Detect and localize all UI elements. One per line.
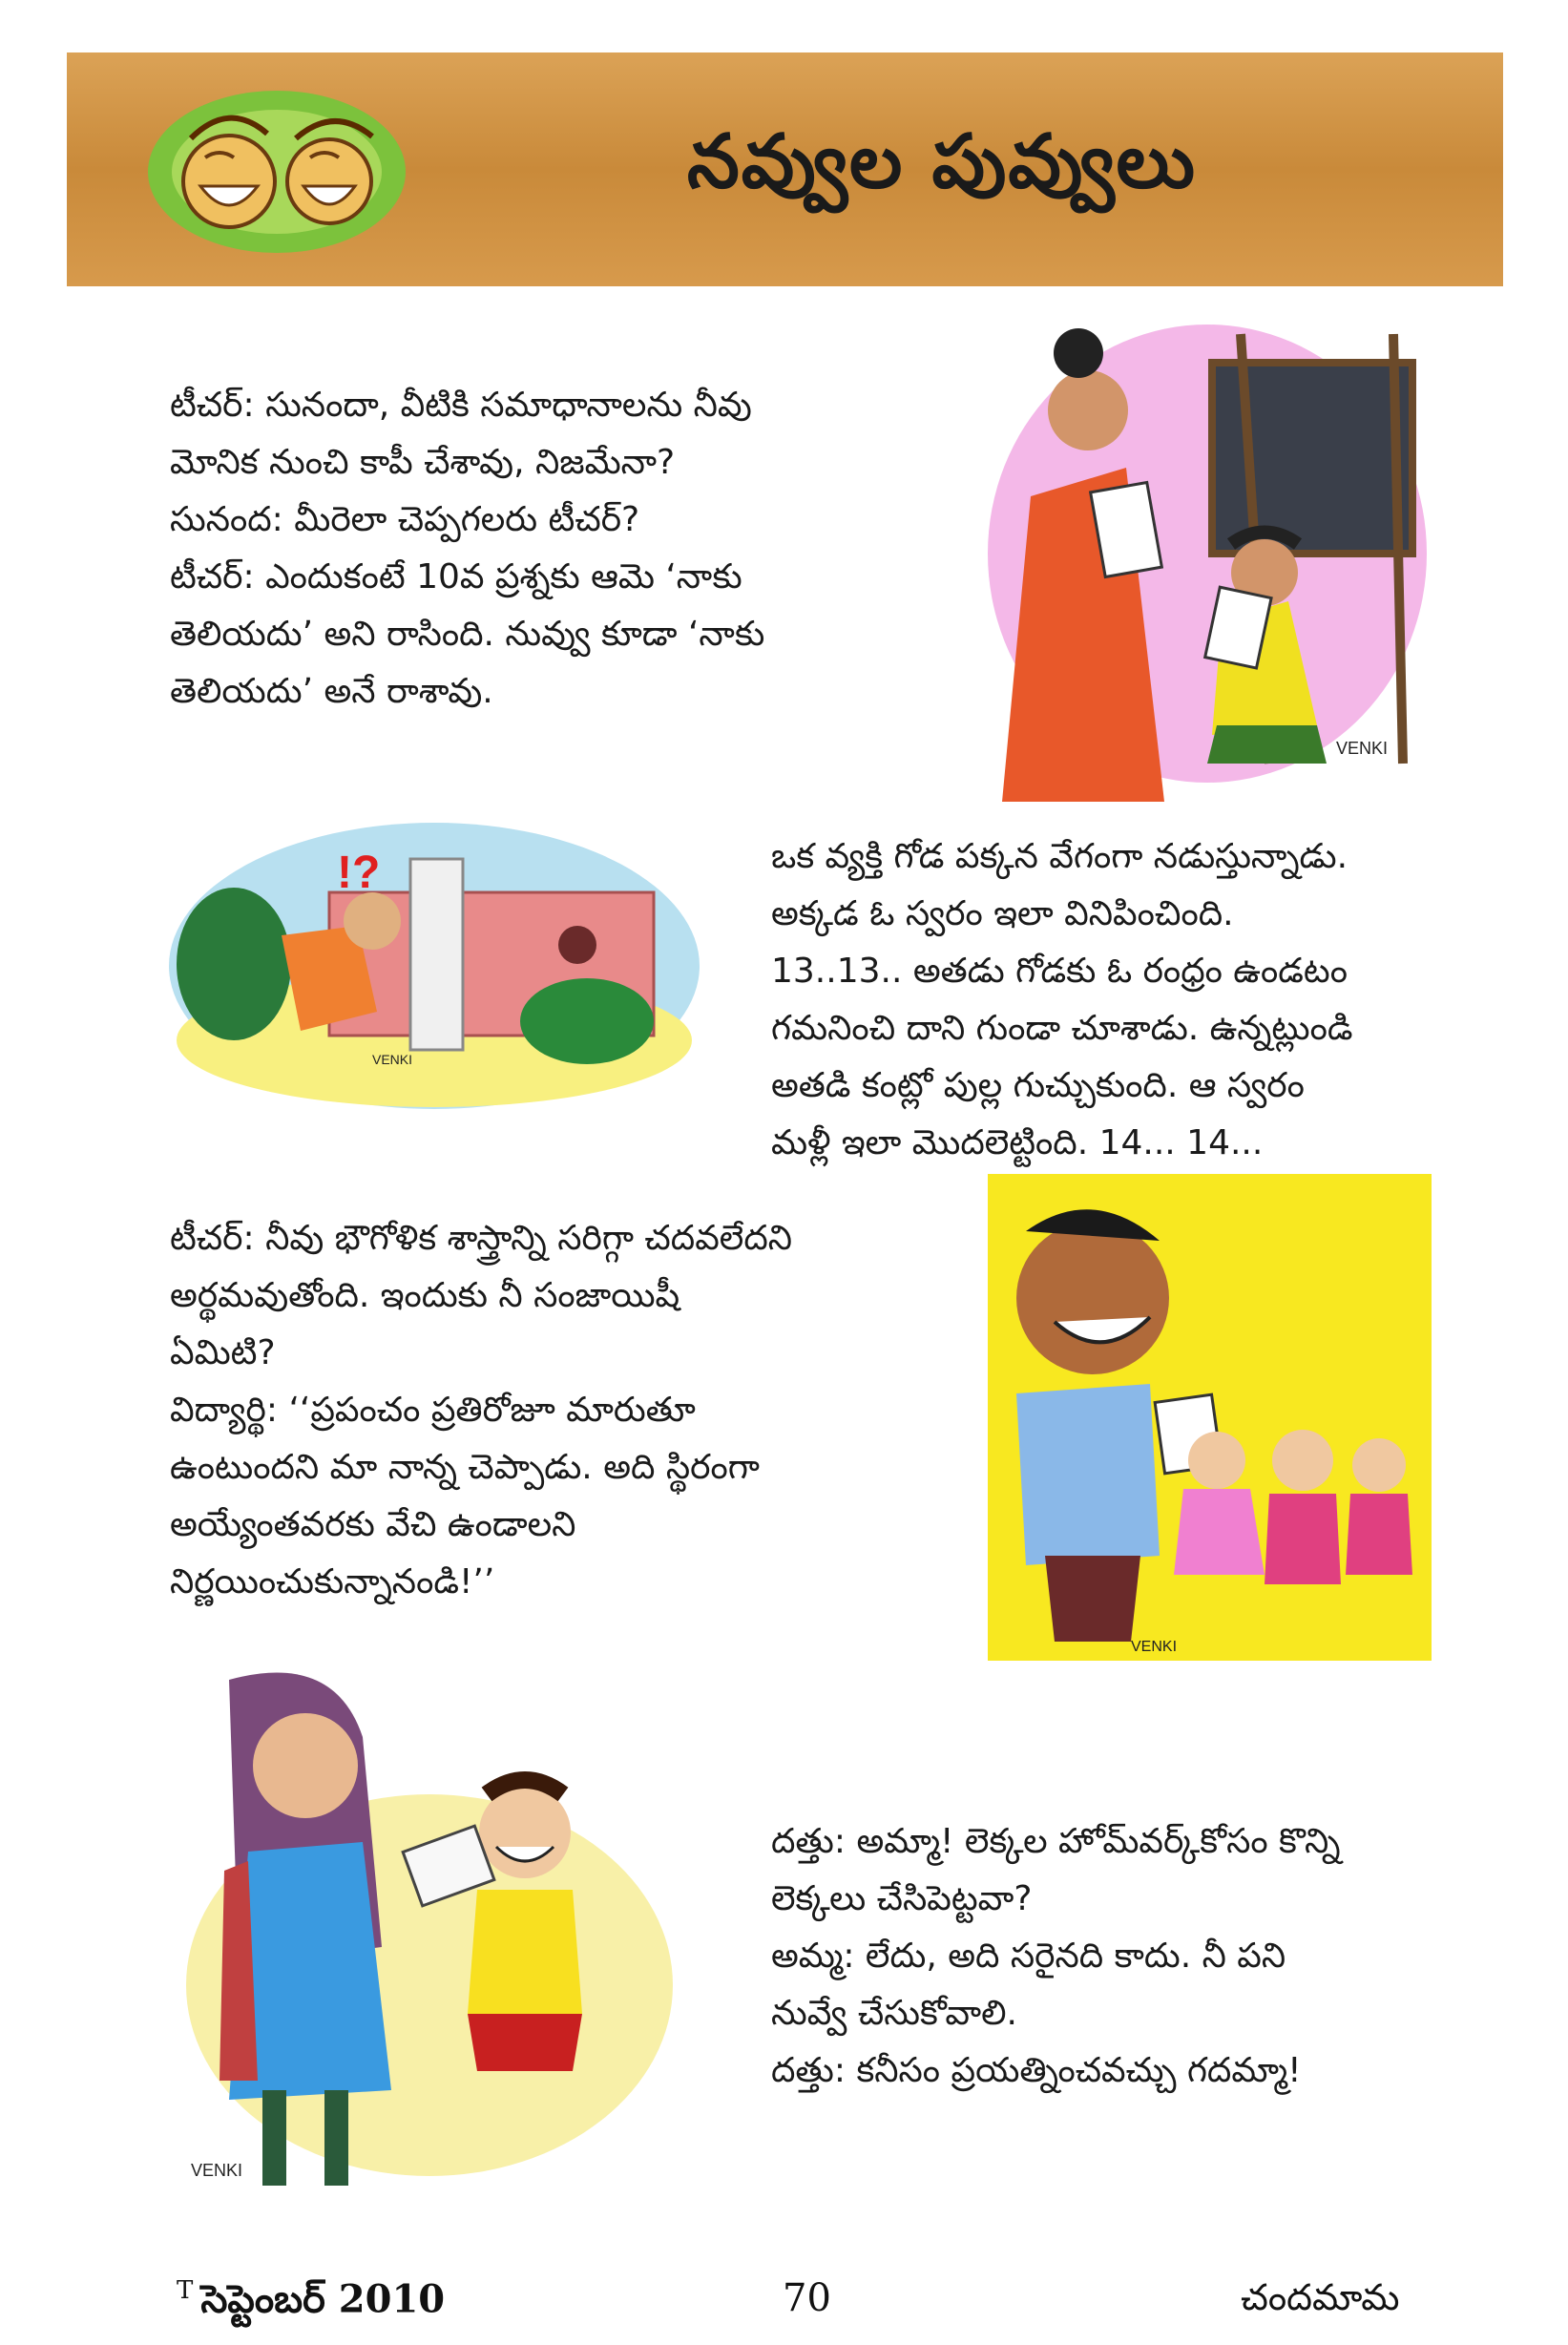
footer-mark: T: [177, 2276, 194, 2305]
joke-3: [170, 1210, 991, 1611]
joke-line: 13..13.. అతడు గోడకు ఓ రంధ్రం ఉండటం: [771, 952, 1348, 991]
man-peeping-wall-cartoon: [167, 821, 701, 1112]
joke-1: [170, 377, 991, 721]
joke-line: అయ్యేంతవరకు వేచి ఉండాలని: [170, 1505, 576, 1544]
magazine-name: చందమామ: [1241, 2276, 1400, 2318]
joke-line: గమనించి దాని గుండా చూశాడు. ఉన్నట్లుండి: [771, 1009, 1353, 1048]
page-title: నవ్వుల పువ్వులు: [687, 119, 1197, 205]
joke-line: లెక్కలు చేసిపెట్టవా?: [771, 1879, 1033, 1918]
header-banner: [67, 52, 1503, 286]
joke-line: మళ్లీ ఇలా మొదలెట్టింది. 14... 14...: [771, 1123, 1264, 1162]
joke-4: [771, 1813, 1496, 2100]
mother-and-son-cartoon: [172, 1661, 687, 2205]
joke-line: టీచర్: సునందా, వీటికి సమాధానాలను నీవు: [170, 386, 752, 425]
joke-line: తెలియదు’ అనే రాశావు.: [170, 672, 493, 711]
joke-line: అర్థమవుతోంది. ఇందుకు నీ సంజాయిషీ: [170, 1276, 680, 1315]
issue-date: సెప్టెంబర్ 2010: [200, 2276, 446, 2322]
joke-line: నిర్ణయించుకున్నానండి!’’: [170, 1562, 495, 1602]
joke-line: దత్తు: అమ్మా! లెక్కల హోమ్‌వర్క్‌కోసం కొన్ని: [771, 1822, 1341, 1861]
joke-line: విద్యార్థి: ‘‘ప్రపంచం ప్రతిరోజూ మారుతూ: [170, 1391, 696, 1430]
joke-line: ఉంటుందని మా నాన్న చెప్పాడు. అది స్థిరంగా: [170, 1448, 760, 1487]
joke-line: నువ్వే చేసుకోవాలి.: [771, 1994, 1017, 2033]
joke-line: దత్తు: కనీసం ప్రయత్నించవచ్చు గదమ్మా!: [771, 2051, 1302, 2090]
joke-line: సునంద: మీరెలా చెప్పగలరు టీచర్?: [170, 500, 640, 539]
joke-line: తెలియదు’ అని రాసింది. నువ్వు కూడా ‘నాకు: [170, 615, 765, 654]
joke-line: ఏమిటి?: [170, 1333, 276, 1372]
teacher-and-children-cartoon: [988, 1174, 1432, 1661]
footer-date: [177, 2276, 445, 2331]
exclaim-question-marks: !?: [337, 848, 381, 898]
signature: VENKI: [1336, 739, 1389, 758]
laughing-faces-icon: [143, 81, 410, 258]
signature: VENKI: [372, 1052, 413, 1067]
signature: VENKI: [1131, 1639, 1178, 1655]
teacher-and-student-cartoon: [983, 305, 1432, 802]
joke-2: [771, 828, 1496, 1172]
page-number: 70: [783, 2276, 831, 2320]
joke-line: మోనిక నుంచి కాపీ చేశావు, నిజమేనా?: [170, 443, 676, 482]
joke-line: అమ్మ: లేదు, అది సరైనది కాదు. నీ పని: [771, 1937, 1286, 1976]
joke-line: అక్కడ ఓ స్వరం ఇలా వినిపించింది.: [771, 894, 1234, 933]
joke-line: ఒక వ్యక్తి గోడ పక్కన వేగంగా నడుస్తున్నాడు.: [771, 837, 1348, 876]
signature: VENKI: [191, 2161, 243, 2180]
joke-line: అతడి కంట్లో పుల్ల గుచ్చుకుంది. ఆ స్వరం: [771, 1066, 1305, 1105]
joke-line: టీచర్: నీవు భౌగోళిక శాస్త్రాన్ని సరిగ్గా చదవలేదని: [170, 1219, 793, 1258]
joke-line: టీచర్: ఎందుకంటే 10వ ప్రశ్నకు ఆమె ‘నాకు: [170, 557, 742, 597]
